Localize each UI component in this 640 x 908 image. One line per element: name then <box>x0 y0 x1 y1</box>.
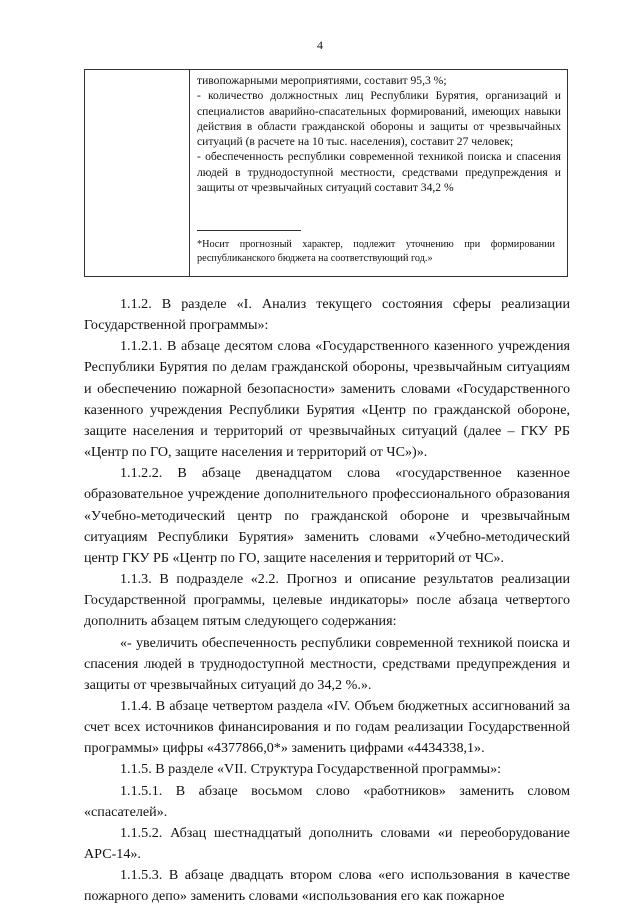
paragraph: 1.1.2.2. В абзаце двенадцатом слова «государственное казенное образовательное учреждение дополнительного профессионального образования «Учебно-методический центр по гражданской обороне и чрезвычайным ситуациям Республики Бурятия» заменить словами «Учебно-методический центр ГКУ РБ «Центр по ГО, защите населения и территорий от ЧС». <box>84 465 570 566</box>
footnote-divider <box>197 230 301 231</box>
table-cell-text <box>190 70 567 276</box>
paragraph: 1.1.3. В подразделе «2.2. Прогноз и описание результатов реализации Государственной программы, целевые индикаторы» после абзаца четвертого дополнить абзацем пятым следующего содержания: <box>84 571 570 630</box>
table-line: - обеспеченность республики современной техникой поиска и спасения людей в труднодоступной местности, средствами предупреждения и защиты от чрезвычайных ситуаций составит 34,2 % <box>197 150 561 195</box>
table-line: - количество должностных лиц Республики Бурятия, организаций и специалистов аварийно-спасательных формирований, имеющих навыки действия в области гражданской обороны и защиты от чрезвычайных ситуаций (в расчете на 10 тыс. населения), составит 27 человек; <box>197 89 561 149</box>
paragraph: 1.1.5.3. В абзаце двадцать втором слова «его использования в качестве пожарного депо» заменить словами «использования его как пожарное <box>84 867 570 905</box>
footnote: *Носит прогнозный характер, подлежит уточнению при формировании республиканского бюджета на соответствующий год.» <box>197 239 555 264</box>
paragraph: 1.1.2.1. В абзаце десятом слова «Государственного казенного учреждения Республики Бурятия по делам гражданской обороны, чрезвычайным ситуациям и обеспечению пожарной безопасности» заменить словами «Государственного казенного учреждения Республики Бурятия «Центр по гражданской обороне, защите населения и территорий от чрезвычайных ситуаций (далее – ГКУ РБ «Центр по ГО, защите населения и территорий от ЧС»)». <box>84 338 570 461</box>
paragraph: 1.1.5. В разделе «VII. Структура Государственной программы»: <box>120 761 502 778</box>
paragraph: 1.1.5.1. В абзаце восьмом слово «работников» заменить словом «спасателей». <box>84 782 570 820</box>
table-cell-empty <box>85 70 190 276</box>
paragraph: 1.1.5.2. Абзац шестнадцатый дополнить словами «и переоборудование АРС-14». <box>84 824 570 863</box>
body-text <box>84 294 570 908</box>
paragraph: 1.1.4. В абзаце четвертом раздела «IV. Объем бюджетных ассигнований за счет всех источников финансирования и по годам реализации Государственной программы» цифры «4377866,0*» заменить цифрами «4434338,1». <box>84 697 570 757</box>
table-line: тивопожарными мероприятиями, составит 95,3 %; <box>197 74 447 87</box>
indicators-table <box>84 69 568 277</box>
paragraph: 1.1.2. В разделе «I. Анализ текущего состояния сферы реализации Государственной программы»: <box>84 296 570 334</box>
page-number: 4 <box>317 38 323 52</box>
paragraph: «- увеличить обеспеченность республики современной техникой поиска и спасения людей в труднодоступной местности, средствами предупреждения и защиты от чрезвычайных ситуаций до 34,2 %.». <box>84 634 570 693</box>
